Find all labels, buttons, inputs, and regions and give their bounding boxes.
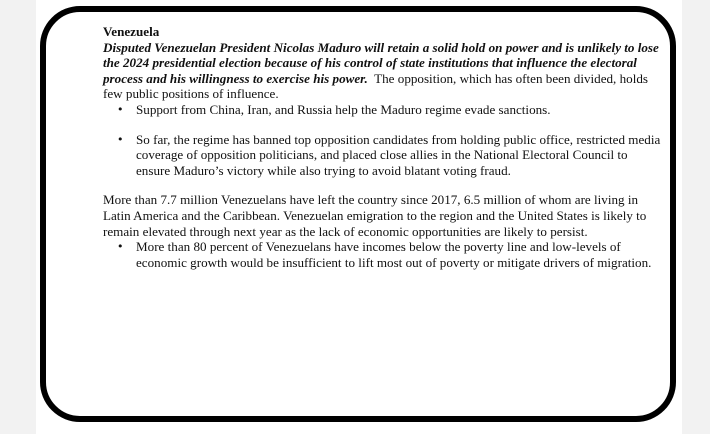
- intro-rest: The opposition, which has often been divided, holds few public positions of influence.: [103, 70, 648, 102]
- list-item-text: So far, the regime has banned top opposition candidates from holding public office, restricted media coverage of opposition politicians, and placed close allies in the National Electoral Council to ensure Maduro’s victory while also trying to avoid blatant voting fraud.: [136, 131, 661, 178]
- list-item: [103, 132, 663, 179]
- bullet-icon: •: [117, 132, 124, 146]
- intro-paragraph: [103, 40, 663, 102]
- emigration-paragraph: More than 7.7 million Venezuelans have left the country since 2017, 6.5 million of whom are living in Latin America and the Caribbean. Venezuelan emigration to the region and the United States is likely to remain elevated through next year as the lack of economic opportunities are likely to persist.: [103, 192, 647, 239]
- bullet-list-2: [103, 239, 663, 270]
- list-item-text: Support from China, Iran, and Russia help the Maduro regime evade sanctions.: [136, 101, 551, 117]
- section-heading: Venezuela: [103, 24, 160, 39]
- list-item: [103, 239, 663, 270]
- bullet-icon: •: [117, 240, 124, 254]
- bullet-icon: •: [117, 102, 124, 116]
- list-item-text: More than 80 percent of Venezuelans have incomes below the poverty line and low-levels of economic growth would be insufficient to lift most out of poverty or mitigate drivers of migration.: [136, 239, 652, 270]
- intro-emphasis: Disputed Venezuelan President Nicolas Maduro will retain a solid hold on power and is unlikely to lose the 2024 presidential election because of his control of state institutions that influence the electoral process and his willingness to exercise his power.: [103, 39, 659, 86]
- document-excerpt: [103, 24, 663, 284]
- list-item: [103, 102, 663, 118]
- bullet-list-1: [103, 102, 663, 178]
